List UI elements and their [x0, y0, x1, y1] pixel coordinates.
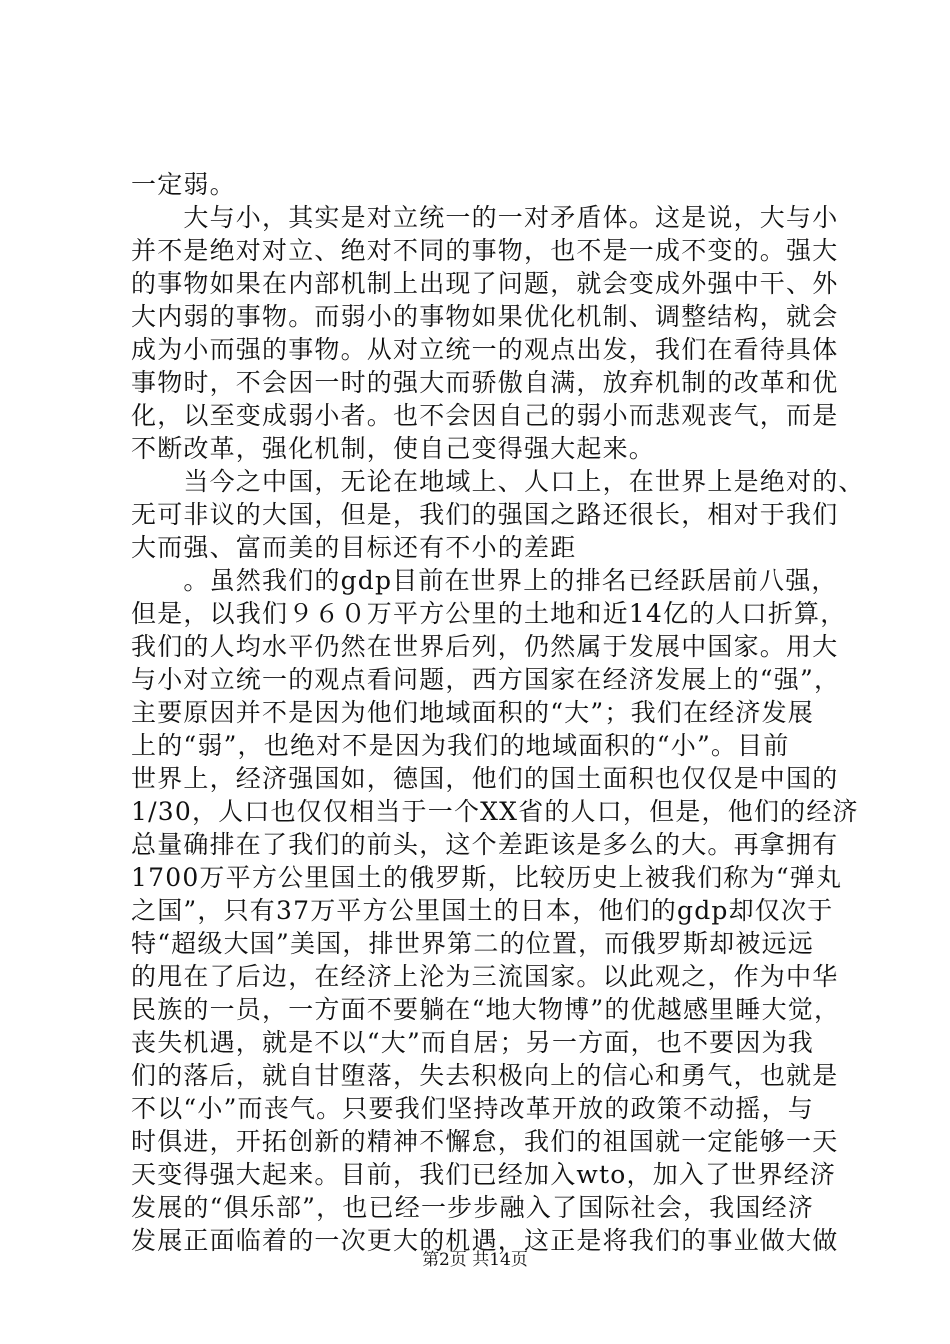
text-line: 大与小，其实是对立统一的一对矛盾体。这是说，大与小	[131, 203, 839, 232]
text-line: 大而强、富而美的目标还有不小的差距	[131, 533, 577, 562]
text-line: 但是，以我们９６０万平方公里的土地和近14亿的人口折算，	[131, 599, 847, 628]
text-line: 我们的人均水平仍然在世界后列，仍然属于发展中国家。用大	[131, 632, 839, 661]
text-line: 总量确排在了我们的前头，这个差距该是多么的大。再拿拥有	[131, 830, 839, 859]
text-line: 之国”，只有37万平方公里国土的日本，他们的gdp却仅次于	[131, 896, 834, 925]
text-line: 发展的“俱乐部”，也已经一步步融入了国际社会，我国经济	[131, 1193, 814, 1222]
text-line: 的事物如果在内部机制上出现了问题，就会变成外强中干、外	[131, 269, 839, 298]
text-line: 一定弱。	[131, 170, 236, 199]
text-line: 成为小而强的事物。从对立统一的观点出发，我们在看待具体	[131, 335, 839, 364]
text-line: 不断改革，强化机制，使自己变得强大起来。	[131, 434, 656, 463]
text-line: 世界上，经济强国如，德国，他们的国土面积也仅仅是中国的	[131, 764, 839, 793]
text-line: 化，以至变成弱小者。也不会因自己的弱小而悲观丧气，而是	[131, 401, 839, 430]
text-line: 时俱进，开拓创新的精神不懈怠，我们的祖国就一定能够一天	[131, 1127, 839, 1156]
text-line: 1700万平方公里国土的俄罗斯，比较历史上被我们称为“弹丸	[131, 863, 843, 892]
text-line: 特“超级大国”美国，排世界第二的位置，而俄罗斯却被远远	[131, 929, 814, 958]
text-line: 当今之中国，无论在地域上、人口上，在世界上是绝对的、	[131, 467, 865, 496]
text-line: 无可非议的大国，但是，我们的强国之路还很长，相对于我们	[131, 500, 839, 529]
text-line: 丧失机遇，就是不以“大”而自居；另一方面，也不要因为我	[131, 1028, 814, 1057]
text-line: 民族的一员，一方面不要躺在“地大物博”的优越感里睡大觉，	[131, 995, 841, 1024]
text-line: 的甩在了后边，在经济上沦为三流国家。以此观之，作为中华	[131, 962, 839, 991]
text-line: 并不是绝对对立、绝对不同的事物，也不是一成不变的。强大	[131, 236, 839, 265]
document-body	[131, 168, 865, 1257]
text-line: 事物时，不会因一时的强大而骄傲自满，放弃机制的改革和优	[131, 368, 839, 397]
text-line: 。虽然我们的gdp目前在世界上的排名已经跃居前八强，	[131, 566, 838, 595]
text-line: 不以“小”而丧气。只要我们坚持改革开放的政策不动摇，与	[131, 1094, 814, 1123]
text-line: 天变得强大起来。目前，我们已经加入wto，加入了世界经济	[131, 1160, 837, 1189]
text-line: 大内弱的事物。而弱小的事物如果优化机制、调整结构，就会	[131, 302, 839, 331]
text-line: 与小对立统一的观点看问题，西方国家在经济发展上的“强”，	[131, 665, 841, 694]
text-line: 1/30，人口也仅仅相当于一个XX省的人口，但是，他们的经济	[131, 797, 859, 826]
text-line: 发展正面临着的一次更大的机遇，这正是将我们的事业做大做	[131, 1226, 839, 1255]
page-number-footer: 第2页 共14页	[422, 1250, 528, 1270]
text-line: 们的落后，就自甘堕落，失去积极向上的信心和勇气，也就是	[131, 1061, 839, 1090]
text-line: 上的“弱”，也绝对不是因为我们的地域面积的“小”。目前	[131, 731, 790, 760]
text-line: 主要原因并不是因为他们地域面积的“大”；我们在经济发展	[131, 698, 814, 727]
